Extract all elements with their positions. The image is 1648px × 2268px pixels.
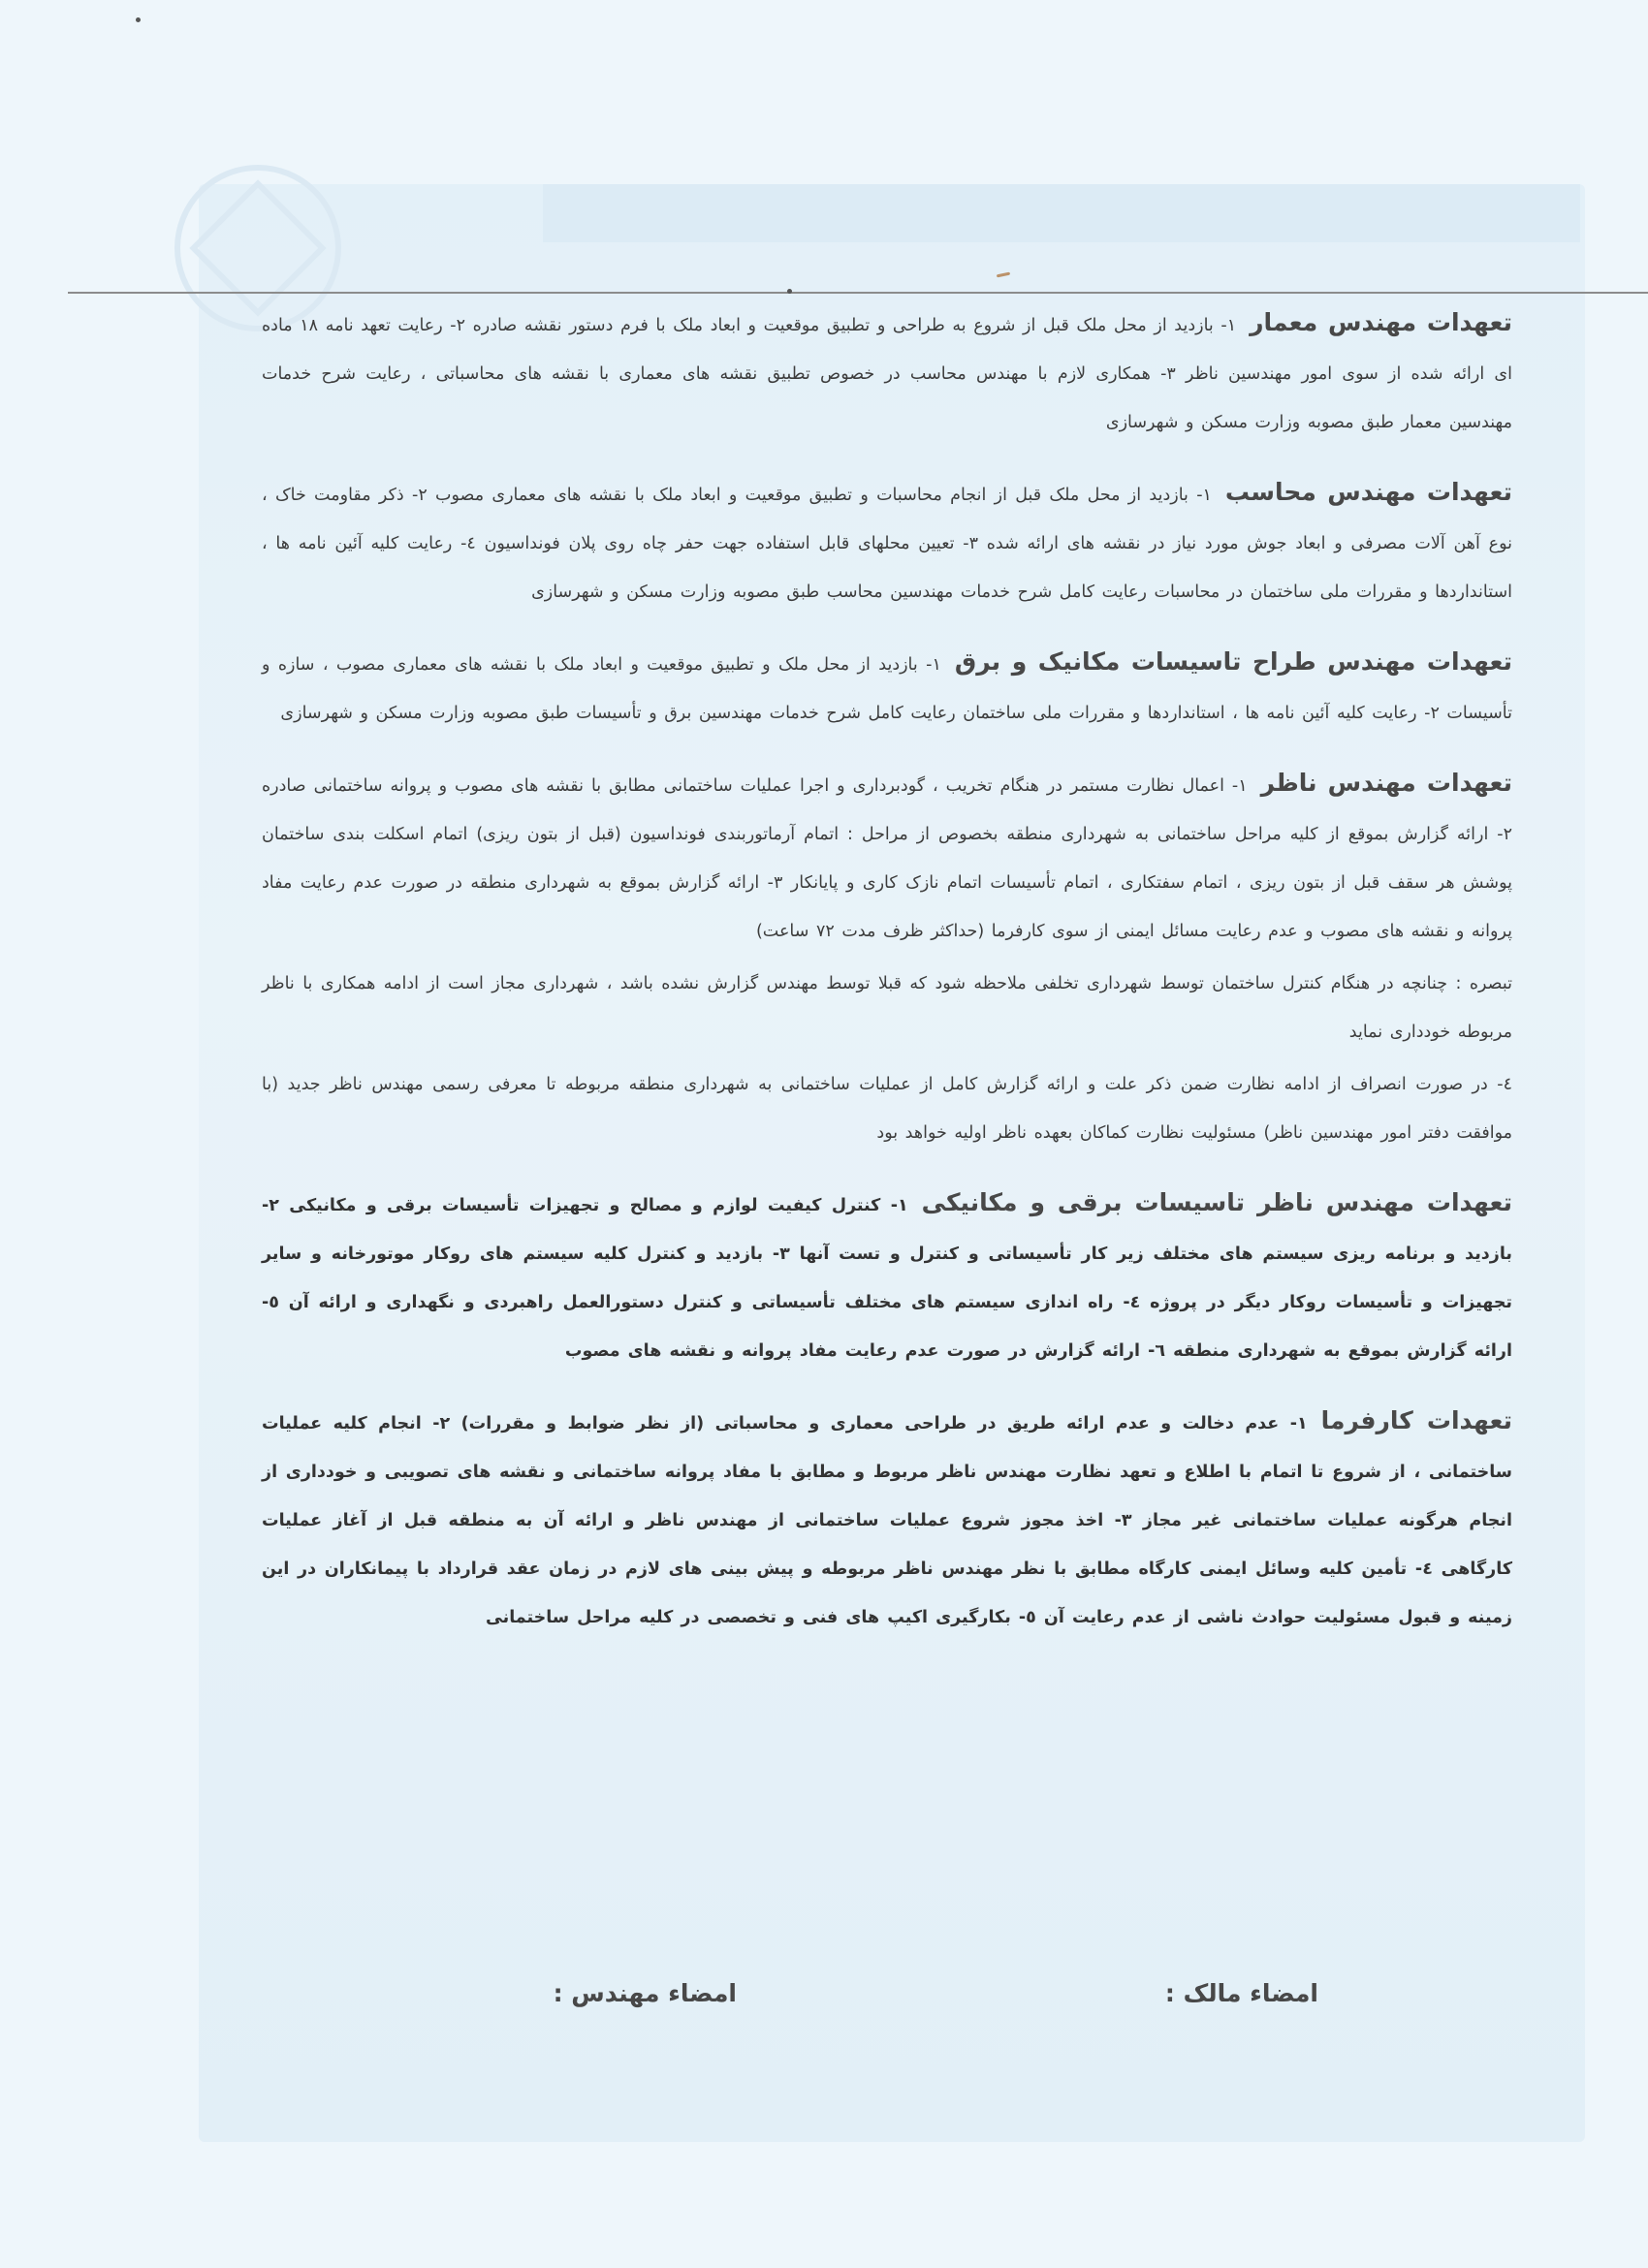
section-supervisor (262, 759, 1512, 1157)
section-heading: تعهدات مهندس ناظر (1260, 769, 1513, 797)
withdrawal-paragraph: ٤- در صورت انصراف از ادامه نظارت ضمن ذکر علت و ارائه گزارش کامل از عملیات ساختمانی به شهرداری منطقه مربوطه تا معرفی رسمی مهندس ناظر جدید (با موافقت دفتر امور مهندسین ناظر) مسئولیت نظارت کماکان بعهده ناظر اولیه خواهد بود (262, 1075, 1512, 1143)
signature-row (262, 1979, 1318, 2028)
section-heading: تعهدات مهندس طراح تاسیسات مکانیک و برق (954, 647, 1512, 676)
section-mep-designer (262, 638, 1512, 738)
section-heading: تعهدات کارفرما (1320, 1406, 1512, 1434)
section-employer (262, 1397, 1512, 1642)
scan-dot (136, 17, 141, 22)
section-text: ۱- بازدید از محل ملک قبل از شروع به طراحی و تطبیق موقعیت و ابعاد ملک با فرم دستور نقشه صادره ۲- رعایت تعهد نامه ۱۸ ماده ای ارائه شده از سوی امور مهندسین ناظر ۳- همکاری لازم با مهندس محاسب در خصوص تطبیق نقشه های معماری با نقشه های محاسباتی ، رعایت شرح خدمات مهندسین معمار طبق مصوبه وزارت مسکن و شهرسازی (262, 316, 1512, 432)
document-body (262, 299, 1512, 1663)
section-text: ۱- کنترل کیفیت لوازم و مصالح و تجهیزات تأسیسات برقی و مکانیکی ۲- بازدید و برنامه ریزی سیستم های مختلف زیر کار تأسیساتی و کنترل و تست آنها ۳- بازدید و کنترل کلیه سیستم های روکار موتورخانه و سایر تجهیزات و تأسیسات روکار دیگر در پروژه ٤- راه اندازی سیستم های مختلف تأسیساتی و کنترل دستورالعمل راهبردی و نگهداری و ارائه آن ٥- ارائه گزارش بموقع به شهرداری منطقه ٦- ارائه گزارش در صورت عدم رعایت مفاد پروانه و نقشه های مصوب (262, 1196, 1513, 1361)
owner-signature-label: امضاء مالک : (1164, 1979, 1318, 2007)
section-text: ۱- بازدید از محل ملک و تطبیق موقعیت و ابعاد ملک با نقشه های معماری مصوب ، سازه و تأسیسات ۲- رعایت کلیه آئین نامه ها ، استانداردها و مقررات ملی ساختمان رعایت کامل شرح خدمات مهندسین برق و تأسیسات طبق مصوبه وزارت مسکن و شهرسازی (262, 655, 1512, 723)
top-divider (68, 292, 1648, 294)
section-mep-supervisor (262, 1179, 1512, 1375)
section-heading: تعهدات مهندس معمار (1250, 308, 1512, 336)
section-structural (262, 468, 1512, 616)
section-heading: تعهدات مهندس ناظر تاسیسات برقی و مکانیکی (921, 1188, 1512, 1216)
section-text: ۱- بازدید از محل ملک قبل از انجام محاسبات و تطبیق موقعیت و ابعاد ملک با نقشه های معماری مصوب ۲- ذکر مقاومت خاک ، نوع آهن آلات مصرفی و ابعاد جوش مورد نیاز در نقشه های ارائه شده ۳- تعیین محلهای قابل استفاده جهت حفر چاه روی پلان فونداسیون ٤- رعایت کلیه آئین نامه ها ، استانداردها و مقررات ملی ساختمان در محاسبات رعایت کامل شرح خدمات مهندسین محاسب طبق مصوبه وزارت مسکن و شهرسازی (262, 486, 1512, 602)
note-paragraph: تبصره : چنانچه در هنگام کنترل ساختمان توسط شهرداری تخلفی ملاحظه شود که قبلا توسط مهندس گزارش نشده باشد ، شهرداری مجاز است از ادامه همکاری با ناظر مربوطه خودداری نماید (262, 974, 1512, 1042)
section-text: ۱- اعمال نظارت مستمر در هنگام تخریب ، گودبرداری و اجرا عملیات ساختمانی مطابق با نقشه های مصوب و پروانه ساختمانی صادره ۲- ارائه گزارش بموقع از کلیه مراحل ساختمانی به شهرداری منطقه بخصوص از مراحل : اتمام آرماتوربندی فونداسیون (قبل از بتون ریزی) اتمام اسکلت بندی ساختمان پوشش هر سقف قبل از بتون ریزی ، اتمام سفتکاری ، اتمام تأسیسات اتمام نازک کاری و پایانکار ۳- ارائه گزارش بموقع به شهرداری منطقه در صورت عدم رعایت مفاد پروانه و نقشه های مصوب و عدم رعایت مسائل ایمنی از سوی کارفرما (حداکثر ظرف مدت ۷۲ ساعت) (262, 776, 1512, 941)
section-architect (262, 299, 1512, 447)
background-header-band (543, 184, 1580, 242)
engineer-signature-label: امضاء مهندس : (553, 1979, 737, 2007)
section-text: ۱- عدم دخالت و عدم ارائه طریق در طراحی معماری و محاسباتی (از نظر ضوابط و مقررات) ۲- انجام کلیه عملیات ساختمانی ، از شروع تا اتمام با اطلاع و تعهد نظارت مهندس ناظر مربوط و مطابق با مفاد پروانه ساختمانی و نقشه های تصویبی و خودداری از انجام هرگونه عملیات ساختمانی غیر مجاز ۳- اخذ مجوز شروع عملیات ساختمانی از مهندس ناظر و ارائه آن به منطقه قبل از آغاز عملیات کارگاهی ٤- تأمین کلیه وسائل ایمنی کارگاه مطابق با نظر مهندس ناظر مربوطه و پیش بینی های لازم در زمان عقد قرارداد با پیمانکاران در این زمینه و قبول مسئولیت حوادث ناشی از عدم رعایت آن ٥- بکارگیری اکیپ های فنی و تخصصی در کلیه مراحل ساختمانی (262, 1414, 1512, 1627)
scan-dot (787, 289, 792, 294)
section-heading: تعهدات مهندس محاسب (1224, 478, 1512, 506)
